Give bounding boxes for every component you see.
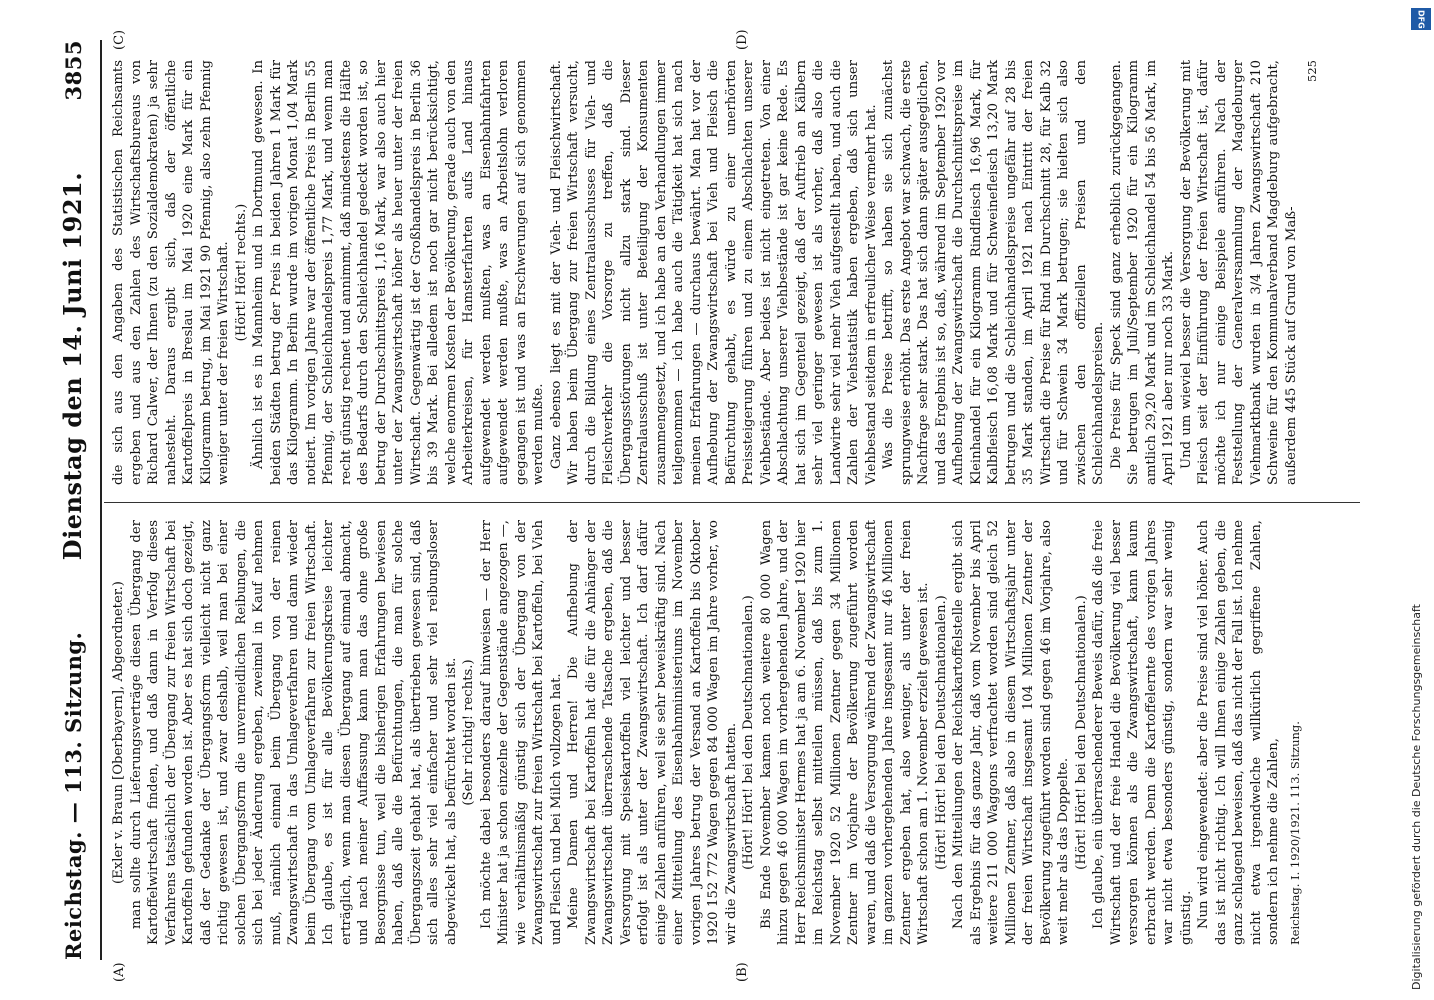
paragraph: Nach den Mitteilungen der Reichskartoffelstelle ergibt sich als Ergebnis für das ganze Jahr, daß vom November bis April weitere 211 000 Waggons verfrachtet worden sind gleich 52 Millionen Zentner, daß also in diesem Wirtschaftsjahr unter der freien Wirtschaft insgesamt 104 Millionen Zentner der Bevölkerung zugeführt worden sind gegen 46 im Vorjahre, also weit mehr als das Doppelte. xyxy=(951,520,1071,945)
paragraph: Bis Ende November kamen noch weitere 80 000 Wagen hinzu gegen 46 000 Wagen im vorhergehenden Jahre, und der Herr Reichsminister Hermes hat ja am 6. November 1920 hier im Reichstag selbst mitteilen müssen, daß bis zum 1. November 1920 52 Millionen Zentner gegen 34 Millionen Zentner im Vorjahre der Bevölkerung zugeführt worden waren, und daß die Versorgung während der Zwangswirtschaft im ganzen vorhergehenden Jahre insgesamt nur 46 Millionen Zentner ergeben hat, also weniger, als unter der freien Wirtschaft schon am 1. November erzielt gewesen ist. xyxy=(758,520,931,945)
header-left: Reichstag. — 113. Sitzung. xyxy=(61,631,86,960)
digitization-note: Digitalisierung gefördert durch die Deutsche Forschungsgemeinschaft xyxy=(1410,604,1423,990)
paragraph: Ich möchte dabei besonders darauf hinweisen — der Herr Minister hat ja schon einzelne der Gegenstände angezogen —, wie verhältnismäßig günstig sich der Übergang von der Zwangswirtschaft zur freien Wirtschaft bei Kartoffeln, bei Vieh und Fleisch und bei Milch vollzogen hat. xyxy=(478,520,564,945)
paragraph: Und um wieviel besser die Versorgung der Bevölkerung mit Fleisch seit der Einführung der freien Wirtschaft ist, dafür möchte ich nur einige Beispiele anführen. Nach der Feststellung der Generalversammlung der Magdeburger Viehmarktbank wurden in 3/4 Jahren Zwangswirtschaft 210 Schweine für den Kommunalverband Magdeburg aufgebracht, außerdem 445 Stück auf Grund von Maß- xyxy=(1178,60,1299,485)
speaker-note: (Exler v. Braun [Oberbayern], Abgeordneter.) xyxy=(111,581,126,884)
interjection: (Hört! Hört! bei den Deutschnationalen.) xyxy=(933,595,949,870)
paragraph: Ich glaube, ein überraschenderer Beweis dafür, daß die freie Wirtschaft und der freie Handel die Bevölkerung viel besser versorgen können als die Zwangswirtschaft, kann kaum erbracht werden. Denn die Kartoffelernte des vorigen Jahres war nicht etwa besonders günstig, sondern war sehr wenig günstig. xyxy=(1091,520,1194,945)
paragraph: man sollte durch Lieferungsverträge diesen Übergang der Kartoffelwirtschaft finden, und daß dann in Verfolg dieses Verfahrens tatsächlich der Übergang zur freien Wirtschaft bei Kartoffeln gefunden worden ist. Aber es hat sich doch gezeigt, daß der Gedanke der Übergangsform vielleicht nicht ganz richtig gewesen ist, und zwar deshalb, weil man bei einer solchen Übergangsform die unvermeidlichen Reibungen, die sich bei jeder Änderung ergeben, zweimal in Kauf nehmen muß, nämlich einmal beim Übergang von der reinen Zwangswirtschaft in das Umlageverfahren und dann wieder beim Übergang vom Umlageverfahren zur freien Wirtschaft. Ich glaube, es ist für alle Bevölkerungskreise leichter erträglich, wenn man diesen Übergang auf einmal abmacht, und nach meiner Auffassung kann man das ohne große Besorgnisse tun, weil die bisherigen Erfahrungen bewiesen haben, daß alle die Befürchtungen, die man für solche Übergangszeit gehabt hat, als übertrieben gewesen sind, daß sich alles sehr viel einfacher und sehr viel reibungsloser abgewickelt hat, als befürchtet worden ist. xyxy=(128,520,459,945)
column-divider xyxy=(104,502,1360,503)
margin-marker-b: (B) xyxy=(735,962,750,982)
paragraph: Nun wird eingewendet: aber die Preise sind viel höher. Auch das ist nicht richtig. Ich will Ihnen einige Zahlen geben, die ganz schlagend beweisen, daß das nicht der Fall ist. Ich nehme nicht etwa irgendwelche willkürlich gegriffene Zahlen, sondern ich nehme die Zahlen, xyxy=(1196,520,1281,945)
interjection: (Hört! Hört! bei den Deutschnationalen.) xyxy=(741,595,756,870)
page-footer-right: 525 xyxy=(1305,60,1319,82)
interjection: (Sehr richtig! rechts.) xyxy=(461,659,476,806)
header-rule xyxy=(100,40,102,960)
paragraph: die sich aus den Angaben des Statistischen Reichsamts ergeben und aus den Zahlen des Wirtschaftsbureaus von Richard Calwer, der Ihnen (zu den Sozialdemokraten) ja sehr nahesteht. Daraus ergibt sich, daß der öffentliche Kartoffelpreis in Breslau im Mai 1920 eine Mark für ein Kilogramm betrug, im Mai 1921 90 Pfennig, also zehn Pfennig weniger unter der freien Wirtschaft. xyxy=(111,60,231,485)
page-number: 3855 xyxy=(61,40,86,101)
interjection: (Hört! Hört! rechts.) xyxy=(233,203,249,342)
paragraph: Was die Preise betrifft, so haben sie sich zunächst sprungweise erhöht. Das erste Angebot war schwach, die erste Nachfrage sehr stark. Das hat sich dann später ausgeglichen, und das Ergebnis ist so, daß, während im September 1920 vor Aufhebung der Zwangswirtschaft die Durchschnittspreise im Kleinhandel für ein Kilogramm Rindfleisch 16,96 Mark, für Kalbfleisch 16,08 Mark und für Schweinefleisch 13,20 Mark betrugen und die Schleichhandelspreise ungefähr auf 28 bis 35 Mark standen, im April 1921 nach Eintritt der freien Wirtschaft die Preise für Rind im Durchschnitt 28, für Kalb 32 und für Schwein 34 Mark betrugen; sie hielten sich also zwischen den offiziellen Preisen und den Schleichhandelspreisen. xyxy=(881,60,1106,485)
paragraph: Meine Damen und Herren! Die Aufhebung der Zwangswirtschaft bei Kartoffeln hat die für die Anhänger der Zwangswirtschaft überraschende Tatsache ergeben, daß die Versorgung mit Speisekartoffeln viel leichter und besser erfolgt ist als unter der Zwangswirtschaft. Ich darf dafür einige Zahlen anführen, weil sie sehr beweiskräftig sind. Nach einer Mitteilung des Eisenbahnministeriums im November vorigen Jahres betrug der Versand an Kartoffeln bis Oktober 1920 152 772 Wagen gegen 84 000 Wagen im Jahre vorher, wo wir die Zwangswirtschaft hatten. xyxy=(566,520,739,945)
dfg-logo: DFG xyxy=(1411,8,1431,30)
left-column xyxy=(110,520,1380,945)
interjection: (Hört! Hört! bei den Deutschnationalen.) xyxy=(1073,595,1089,870)
paragraph: Ganz ebenso liegt es mit der Vieh- und Fleischwirtschaft. Wir haben beim Übergang zur freien Wirtschaft versucht, durch die Bildung eines Zentralausschusses für Vieh- und Fleischverkehr die Vorsorge zu treffen, daß die Übergangsstörungen nicht allzu stark sind. Dieser Zentralausschuß ist unter Beteiligung der Konsumenten zusammengesetzt, und ich habe an den Verhandlungen immer teilgenommen — ich habe auch die Tätigkeit hat sich nach meinen Erfahrungen — durchaus bewährt. Man hat vor der Aufhebung der Zwangswirtschaft bei Vieh und Fleisch die Befürchtung gehabt, es würde zu einer unerhörten Preissteigerung führen und zu einem Abschlachten unserer Viehbestände. Aber beides ist nicht eingetreten. Von einer Abschlachtung unserer Viehbestände ist gar keine Rede. Es hat sich im Gegenteil gezeigt, daß der Auftrieb an Kälbern sehr viel geringer gewesen ist als vorher, daß also die Landwirte sehr viel mehr Vieh aufgestellt haben, und auch die Zahlen der Viehstatistik haben ergeben, daß sich unser Viehbestand seitdem in erfreulicher Weise vermehrt hat. xyxy=(548,60,879,485)
page-footer-left: Reichstag. I. 1920/1921. 113. Sitzung. xyxy=(1287,721,1302,945)
margin-marker-c: (C) xyxy=(112,29,127,50)
header-date: Dienstag den 14. Juni 1921. xyxy=(58,171,87,561)
page-header xyxy=(58,40,98,960)
paragraph: Ähnlich ist es in Mannheim und in Dortmund gewesen. In beiden Städten betrug der Preis in beiden Jahren 1 Mark für das Kilogramm. In Berlin wurde im vorigen Monat 1,04 Mark notiert. Im vorigen Jahre war der öffentliche Preis in Berlin 55 Pfennig, der Schleichhandelspreis 1,77 Mark, und wenn man recht günstig rechnet und annimmt, daß mindestens die Hälfte des Bedarfs durch den Schleichhandel gedeckt worden ist, so betrug der Durchschnittspreis 1,16 Mark, war also auch hier unter der Zwangswirtschaft höher als heuer unter der freien Wirtschaft. Gegenwärtig ist der Großhandelspreis in Berlin 36 bis 39 Mark. Bei alledem ist noch gar nicht berücksichtigt, welche enormen Kosten der Bevölkerung, gerade auch von den Arbeiterkreisen, für Hamsterfahrten aufs Land hinaus aufgewendet werden mußten, was an Eisenbahnfahrten aufgewendet werden mußte, was an Arbeitslohn verloren gegangen ist und was an Erschwerungen auf sich genommen werden mußte. xyxy=(251,60,546,485)
margin-marker-d: (D) xyxy=(735,29,750,50)
paragraph: Die Preise für Speck sind ganz erheblich zurückgegangen. Sie betrugen im Juli/September 1920 für ein Kilogramm amtlich 29,20 Mark und im Schleichhandel 54 bis 56 Mark, im April 1921 aber nur noch 33 Mark. xyxy=(1108,60,1176,485)
margin-marker-a: (A) xyxy=(112,962,127,982)
right-column xyxy=(110,60,1380,485)
